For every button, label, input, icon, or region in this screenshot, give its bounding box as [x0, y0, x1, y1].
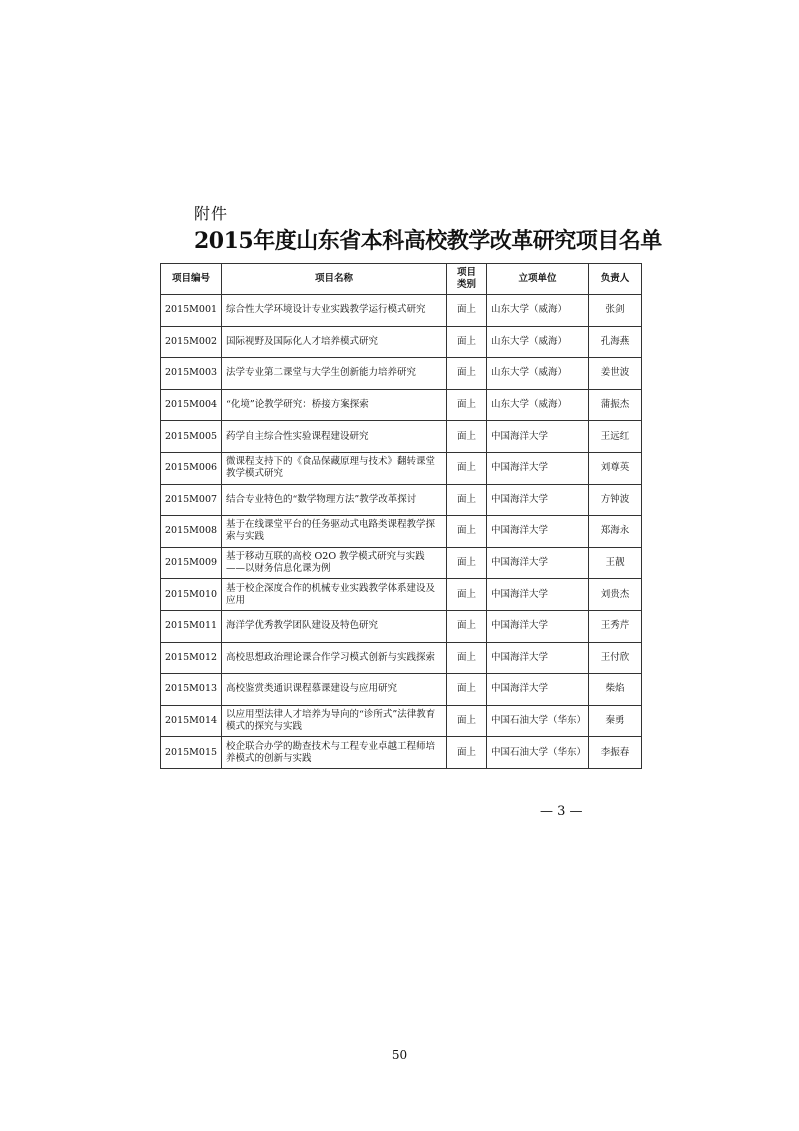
cell-leader: 李振春: [589, 737, 642, 769]
table-row: [161, 737, 642, 769]
table-row: [161, 326, 642, 358]
table-row: [161, 516, 642, 548]
cell-leader: 蒲振杰: [589, 389, 642, 421]
table-row: [161, 579, 642, 611]
cell-leader: 王远红: [589, 421, 642, 453]
cell-type: 面上: [447, 389, 487, 421]
table-row: [161, 389, 642, 421]
cell-unit: 中国海洋大学: [487, 579, 589, 611]
cell-code: 2015M010: [161, 579, 222, 611]
cell-type: 面上: [447, 674, 487, 706]
cell-name: 结合专业特色的“数学物理方法”教学改革探讨: [222, 484, 447, 516]
cell-code: 2015M008: [161, 516, 222, 548]
cell-unit: 山东大学（威海）: [487, 326, 589, 358]
table-row: [161, 547, 642, 579]
cell-leader: 王秀芹: [589, 610, 642, 642]
cell-name: 以应用型法律人才培养为导向的“诊所式”法律教育模式的探究与实践: [222, 705, 447, 737]
cell-name: 综合性大学环境设计专业实践教学运行模式研究: [222, 295, 447, 327]
cell-name: “化境”论教学研究：桥接方案探索: [222, 389, 447, 421]
table-header-row: [161, 264, 642, 295]
cell-unit: 中国海洋大学: [487, 610, 589, 642]
header-unit: 立项单位: [487, 264, 589, 295]
cell-type: 面上: [447, 484, 487, 516]
cell-leader: 王靓: [589, 547, 642, 579]
table-row: [161, 674, 642, 706]
cell-code: 2015M002: [161, 326, 222, 358]
page-number: 50: [391, 1048, 408, 1062]
cell-leader: 王付欣: [589, 642, 642, 674]
cell-unit: 中国海洋大学: [487, 642, 589, 674]
cell-name: 微课程支持下的《食品保藏原理与技术》翻转课堂教学模式研究: [222, 452, 447, 484]
cell-code: 2015M001: [161, 295, 222, 327]
cell-name: 校企联合办学的勘查技术与工程专业卓越工程师培养模式的创新与实践: [222, 737, 447, 769]
cell-code: 2015M007: [161, 484, 222, 516]
cell-unit: 山东大学（威海）: [487, 389, 589, 421]
cell-code: 2015M009: [161, 547, 222, 579]
table-row: [161, 452, 642, 484]
cell-unit: 中国海洋大学: [487, 421, 589, 453]
cell-leader: 方钟波: [589, 484, 642, 516]
cell-unit: 中国海洋大学: [487, 484, 589, 516]
cell-leader: 秦勇: [589, 705, 642, 737]
cell-type: 面上: [447, 295, 487, 327]
cell-name: 基于在线课堂平台的任务驱动式电路类课程教学探索与实践: [222, 516, 447, 548]
cell-code: 2015M014: [161, 705, 222, 737]
cell-unit: 中国海洋大学: [487, 547, 589, 579]
cell-type: 面上: [447, 579, 487, 611]
header-code: 项目编号: [161, 264, 222, 295]
cell-name: 海洋学优秀教学团队建设及特色研究: [222, 610, 447, 642]
cell-type: 面上: [447, 642, 487, 674]
cell-type: 面上: [447, 547, 487, 579]
table-row: [161, 705, 642, 737]
cell-type: 面上: [447, 516, 487, 548]
cell-leader: 孔海燕: [589, 326, 642, 358]
cell-name: 法学专业第二课堂与大学生创新能力培养研究: [222, 358, 447, 390]
cell-leader: 郑海永: [589, 516, 642, 548]
cell-type: 面上: [447, 737, 487, 769]
cell-code: 2015M015: [161, 737, 222, 769]
cell-code: 2015M005: [161, 421, 222, 453]
cell-code: 2015M003: [161, 358, 222, 390]
cell-leader: 张剑: [589, 295, 642, 327]
table-row: [161, 642, 642, 674]
cell-name: 高校思想政治理论课合作学习模式创新与实践探索: [222, 642, 447, 674]
cell-unit: 中国石油大学（华东）: [487, 737, 589, 769]
cell-unit: 中国石油大学（华东）: [487, 705, 589, 737]
cell-leader: 姜世波: [589, 358, 642, 390]
header-type-line2: 类别: [456, 279, 476, 290]
cell-leader: 刘贵杰: [589, 579, 642, 611]
attachment-label: 附件: [194, 204, 229, 223]
table-row: [161, 484, 642, 516]
cell-leader: 刘尊英: [589, 452, 642, 484]
cell-code: 2015M004: [161, 389, 222, 421]
cell-type: 面上: [447, 326, 487, 358]
header-name: 项目名称: [222, 264, 447, 295]
cell-name: 高校鉴赏类通识课程慕课建设与应用研究: [222, 674, 447, 706]
project-table: [160, 263, 642, 769]
cell-type: 面上: [447, 610, 487, 642]
document-title: 2015年度山东省本科高校教学改革研究项目名单: [194, 228, 662, 254]
cell-type: 面上: [447, 705, 487, 737]
table-row: [161, 358, 642, 390]
cell-name: 药学自主综合性实验课程建设研究: [222, 421, 447, 453]
table-row: [161, 295, 642, 327]
header-type-line1: 项目: [456, 267, 476, 278]
table-row: [161, 421, 642, 453]
cell-code: 2015M011: [161, 610, 222, 642]
cell-name: 国际视野及国际化人才培养模式研究: [222, 326, 447, 358]
cell-unit: 山东大学（威海）: [487, 358, 589, 390]
cell-code: 2015M012: [161, 642, 222, 674]
cell-unit: 中国海洋大学: [487, 452, 589, 484]
header-type: [447, 264, 487, 295]
header-leader: 负责人: [589, 264, 642, 295]
cell-unit: 中国海洋大学: [487, 674, 589, 706]
cell-code: 2015M013: [161, 674, 222, 706]
cell-leader: 柴焰: [589, 674, 642, 706]
cell-name: 基于校企深度合作的机械专业实践教学体系建设及应用: [222, 579, 447, 611]
cell-unit: 中国海洋大学: [487, 516, 589, 548]
cell-name: 基于移动互联的高校 O2O 教学模式研究与实践——以财务信息化课为例: [222, 547, 447, 579]
cell-type: 面上: [447, 452, 487, 484]
cell-code: 2015M006: [161, 452, 222, 484]
table-row: [161, 610, 642, 642]
cell-type: 面上: [447, 358, 487, 390]
cell-type: 面上: [447, 421, 487, 453]
inner-page-marker: — 3 —: [540, 804, 583, 819]
cell-unit: 山东大学（威海）: [487, 295, 589, 327]
